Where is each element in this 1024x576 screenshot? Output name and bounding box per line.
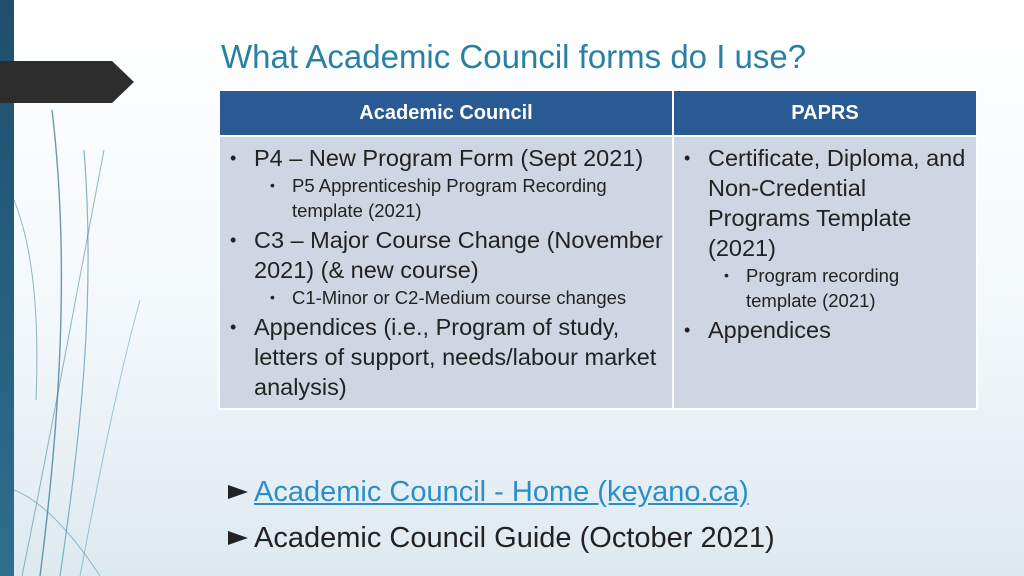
list-item xyxy=(228,312,664,402)
header-paprs: PAPRS xyxy=(673,90,977,136)
arrow-bullet-icon xyxy=(228,531,248,545)
title-tab-shape xyxy=(0,61,134,103)
item-text: Appendices xyxy=(708,317,831,343)
slide-title: What Academic Council forms do I use? xyxy=(221,38,807,75)
forms-table xyxy=(218,89,978,410)
item-text: Appendices (i.e., Program of study, letters of support, needs/labour market analysis) xyxy=(254,314,657,400)
sub-list-item: • Program recording template (2021) xyxy=(708,263,968,313)
item-text: Certificate, Diploma, and Non-Credential Programs Template (2021) xyxy=(708,145,966,261)
sub-list-item: • C1-Minor or C2-Medium course changes xyxy=(254,285,664,310)
list-item xyxy=(228,143,664,223)
item-text: P4 – New Program Form (Sept 2021) xyxy=(254,145,644,171)
arrow-bullet-icon xyxy=(228,485,248,499)
academic-council-guide-text: Academic Council Guide (October 2021) xyxy=(254,522,775,554)
academic-council-list xyxy=(228,143,664,402)
header-academic-council: Academic Council xyxy=(219,90,673,136)
home-link-row xyxy=(228,474,775,510)
sub-list xyxy=(254,285,664,310)
list-item xyxy=(228,225,664,310)
cell-academic-council xyxy=(219,136,673,409)
links-section xyxy=(228,474,775,566)
academic-council-home-link[interactable]: Academic Council - Home (keyano.ca) xyxy=(254,476,749,508)
item-text: C3 – Major Course Change (November 2021) (& new course) xyxy=(254,227,663,283)
table-row xyxy=(219,136,977,409)
sub-list-item: • P5 Apprenticeship Program Recording template (2021) xyxy=(254,173,664,223)
paprs-list xyxy=(682,143,968,345)
sub-list xyxy=(708,263,968,313)
guide-row xyxy=(228,520,775,556)
list-item xyxy=(682,143,968,313)
sub-list xyxy=(254,173,664,223)
table-header-row xyxy=(219,90,977,136)
cell-paprs xyxy=(673,136,977,409)
list-item xyxy=(682,315,968,345)
